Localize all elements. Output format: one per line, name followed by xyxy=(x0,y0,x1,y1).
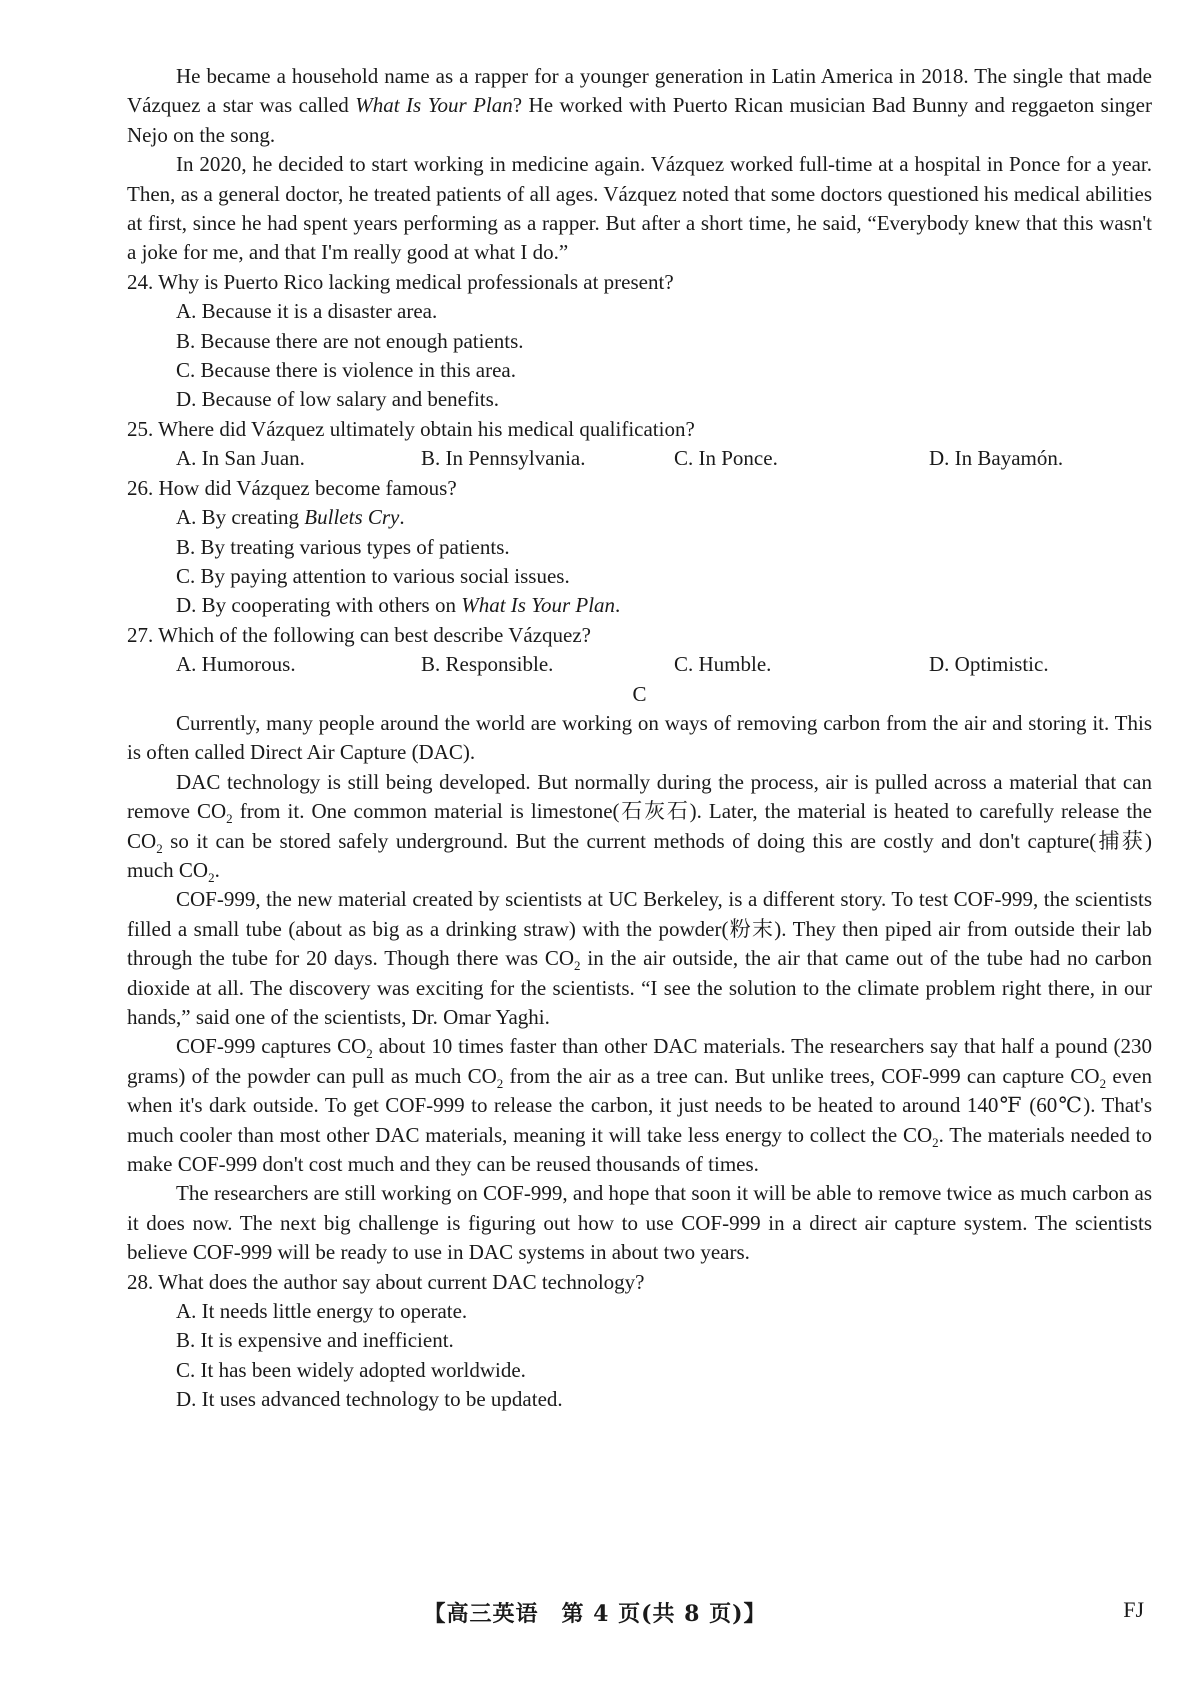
page-footer xyxy=(0,1597,1190,1633)
question-stem: 25. Where did Vázquez ultimately obtain his medical qualification? xyxy=(127,416,695,441)
option-b: B. It is expensive and inefficient. xyxy=(176,1328,454,1353)
question-28 xyxy=(127,1268,1152,1415)
option-d: D. By cooperating with others on What Is Your Plan. xyxy=(176,593,621,618)
footer-code: FJ xyxy=(1123,1597,1144,1622)
option-b: B. In Pennsylvania. xyxy=(421,446,586,471)
question-26 xyxy=(127,474,1152,621)
question-24 xyxy=(127,268,1152,415)
question-25 xyxy=(127,415,1152,474)
option-b: B. Because there are not enough patients. xyxy=(176,328,524,353)
passage-c-paragraph: COF-999 captures $CO_2$ about 10 times faster than other DAC materials. The researchers say that half a pound (230 grams) of the powder can pull as much $CO_2$ from the air as a tree can. But unlike trees, COF-999 can capture $CO_2$ even when it's dark outside. To get COF-999 to release the carbon, it just needs to be heated to around 140℉ (60℃). That's much cooler than most other DAC materials, meaning it will take less energy to collect the $CO_2$. The materials needed to make COF-999 don't cost much and they can be reused thousands of times. xyxy=(127,1034,1153,1177)
option-a: A. Because it is a disaster area. xyxy=(176,299,438,324)
options-row xyxy=(176,444,1152,473)
passage-b-paragraph: He became a household name as a rapper for a younger generation in Latin America in 2018. The single that made Vázquez a star was called What Is Your Plan? He worked with Puerto Rican musician Bad Bunny and reggaeton singer Nejo on the song. xyxy=(127,64,1152,147)
option-d: D. Optimistic. xyxy=(929,652,1049,677)
question-stem: 26. How did Vázquez become famous? xyxy=(127,475,457,500)
option-a: A. Humorous. xyxy=(176,652,296,677)
option-d: D. It uses advanced technology to be updated. xyxy=(176,1387,563,1412)
options-row xyxy=(176,650,1152,679)
option-c: C. In Ponce. xyxy=(674,446,778,471)
page-content xyxy=(127,62,1152,1415)
option-b: B. By treating various types of patients. xyxy=(176,534,510,559)
option-a: A. It needs little energy to operate. xyxy=(176,1299,468,1324)
question-stem: 24. Why is Puerto Rico lacking medical professionals at present? xyxy=(127,269,674,294)
passage-c-paragraph: The researchers are still working on COF-999, and hope that soon it will be able to remove twice as much carbon as it does now. The next big challenge is figuring out how to use COF-999 in a direct air capture system. The scientists believe COF-999 will be ready to use in DAC systems in about two years. xyxy=(127,1181,1152,1265)
question-stem: 28. What does the author say about current DAC technology? xyxy=(127,1269,645,1294)
section-heading: C xyxy=(632,681,647,706)
option-d: D. Because of low salary and benefits. xyxy=(176,387,500,412)
passage-c-paragraph: COF-999, the new material created by scientists at UC Berkeley, is a different story. To test COF-999, the scientists filled a small tube (about as big as a drinking straw) with the powder(粉末). They then piped air from outside their lab through the tube for 20 days. Though there was $CO_2$ in the air outside, the air that came out of the tube had no carbon dioxide at all. The discovery was exciting for the scientists. “I see the solution to the climate problem right there, in our hands,” said one of the scientists, Dr. Omar Yaghi. xyxy=(127,887,1152,1029)
footer-title: 【高三英语 第 4 页(共 8 页)】 xyxy=(423,1601,767,1627)
option-b: B. Responsible. xyxy=(421,652,554,677)
option-a: A. By creating Bullets Cry. xyxy=(176,505,405,530)
option-c: C. By paying attention to various social issues. xyxy=(176,563,570,588)
question-stem: 27. Which of the following can best describe Vázquez? xyxy=(127,622,591,647)
question-27 xyxy=(127,621,1152,680)
passage-c-paragraph: DAC technology is still being developed. But normally during the process, air is pulled across a material that can remove $CO_2$ from it. One common material is limestone(石灰石). Later, the material is heated to carefully release the $CO_2$ so it can be stored safely underground. But the current methods of doing this are costly and don't capture(捕获) much $CO_2$. xyxy=(127,769,1152,886)
passage-b-paragraph: In 2020, he decided to start working in medicine again. Vázquez worked full-time at a hospital in Ponce for a year. Then, as a general doctor, he treated patients of all ages. Vázquez noted that some doctors questioned his medical abilities at first, since he had spent years performing as a rapper. But after a short time, he said, “Everybody knew that this wasn't a joke for me, and that I'm really good at what I do.” xyxy=(127,152,1152,265)
option-c: C. Because there is violence in this area. xyxy=(176,358,516,383)
option-d: D. In Bayamón. xyxy=(929,446,1064,471)
option-c: C. It has been widely adopted worldwide. xyxy=(176,1357,526,1382)
option-c: C. Humble. xyxy=(674,652,772,677)
option-a: A. In San Juan. xyxy=(176,446,305,471)
passage-c-paragraph: Currently, many people around the world are working on ways of removing carbon from the air and storing it. This is often called Direct Air Capture (DAC). xyxy=(127,710,1152,765)
